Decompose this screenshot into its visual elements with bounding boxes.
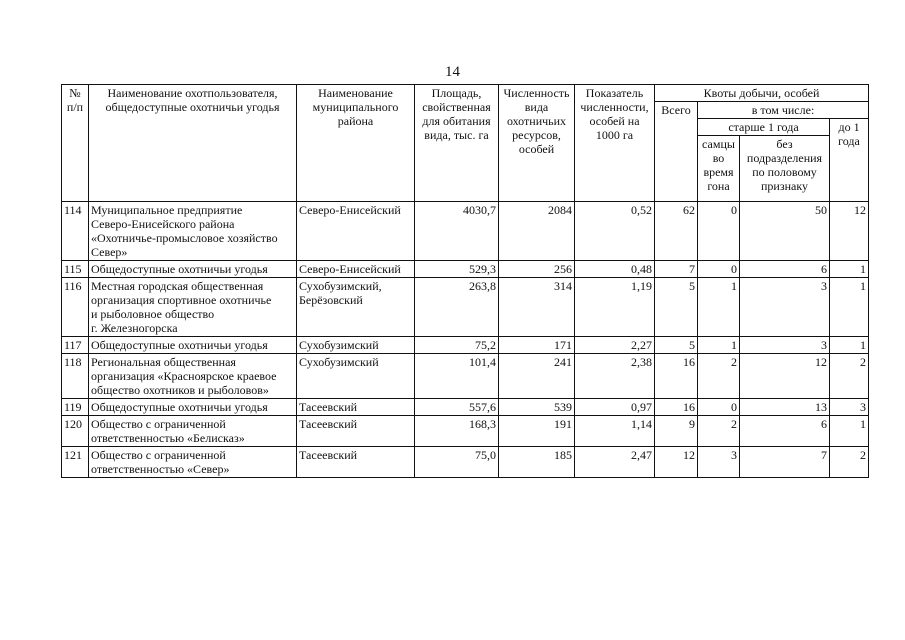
- row-area: 557,6: [415, 399, 499, 416]
- row-nosex: 6: [740, 261, 830, 278]
- row-district: Тасеевский: [297, 416, 415, 447]
- row-area: 75,2: [415, 337, 499, 354]
- row-count: 191: [499, 416, 575, 447]
- row-area: 4030,7: [415, 202, 499, 261]
- row-district: Тасеевский: [297, 447, 415, 478]
- table-row: [62, 399, 869, 416]
- header-under: до 1 года: [830, 119, 869, 202]
- row-under: 2: [830, 447, 869, 478]
- row-area: 168,3: [415, 416, 499, 447]
- row-males: 0: [698, 261, 740, 278]
- row-index: 2,27: [575, 337, 655, 354]
- row-index: 0,48: [575, 261, 655, 278]
- row-number: 115: [62, 261, 89, 278]
- row-males: 0: [698, 399, 740, 416]
- row-under: 2: [830, 354, 869, 399]
- row-count: 539: [499, 399, 575, 416]
- row-count: 241: [499, 354, 575, 399]
- row-count: 185: [499, 447, 575, 478]
- row-nosex: 3: [740, 278, 830, 337]
- row-under: 1: [830, 278, 869, 337]
- row-count: 2084: [499, 202, 575, 261]
- row-name: Общедоступные охотничьи угодья: [89, 399, 297, 416]
- quota-table: [61, 84, 869, 478]
- row-area: 529,3: [415, 261, 499, 278]
- row-name: Общедоступные охотничьи угодья: [89, 337, 297, 354]
- row-total: 12: [655, 447, 698, 478]
- row-number: 116: [62, 278, 89, 337]
- row-nosex: 6: [740, 416, 830, 447]
- row-total: 5: [655, 337, 698, 354]
- header-index: Показатель численности, особей на 1000 га: [575, 85, 655, 202]
- row-nosex: 50: [740, 202, 830, 261]
- table-row: [62, 261, 869, 278]
- row-under: 1: [830, 416, 869, 447]
- row-area: 75,0: [415, 447, 499, 478]
- table-row: [62, 278, 869, 337]
- row-total: 5: [655, 278, 698, 337]
- row-under: 3: [830, 399, 869, 416]
- row-area: 263,8: [415, 278, 499, 337]
- row-name: Региональная общественная организация «Красноярское краевое общество охотников и рыболовов»: [89, 354, 297, 399]
- table-row: [62, 447, 869, 478]
- row-district: Тасеевский: [297, 399, 415, 416]
- row-number: 119: [62, 399, 89, 416]
- row-index: 0,97: [575, 399, 655, 416]
- row-under: 1: [830, 337, 869, 354]
- row-number: 117: [62, 337, 89, 354]
- row-district: Северо-Енисейский: [297, 202, 415, 261]
- row-district: Сухобузимский: [297, 354, 415, 399]
- row-district: Северо-Енисейский: [297, 261, 415, 278]
- header-name: Наименование охотпользователя, общедоступные охотничьи угодья: [89, 85, 297, 202]
- row-district: Сухобузимский: [297, 337, 415, 354]
- header-males: самцы во время гона: [698, 136, 740, 202]
- header-total: Всего: [655, 102, 698, 202]
- row-index: 1,14: [575, 416, 655, 447]
- header-district: Наименование муниципального района: [297, 85, 415, 202]
- row-index: 1,19: [575, 278, 655, 337]
- table-row: [62, 337, 869, 354]
- row-number: 120: [62, 416, 89, 447]
- row-males: 2: [698, 416, 740, 447]
- page-number: 14: [445, 64, 460, 80]
- row-total: 9: [655, 416, 698, 447]
- header-including: в том числе:: [698, 102, 869, 119]
- row-nosex: 12: [740, 354, 830, 399]
- header-count: Численность вида охотничьих ресурсов, особей: [499, 85, 575, 202]
- row-males: 0: [698, 202, 740, 261]
- table-row: [62, 354, 869, 399]
- row-name: Муниципальное предприятие Северо-Енисейского района «Охотничье-промысловое хозяйство Север»: [89, 202, 297, 261]
- row-count: 314: [499, 278, 575, 337]
- header-area: Площадь, свойственная для обитания вида, тыс. га: [415, 85, 499, 202]
- row-name: Местная городская общественная организация спортивное охотничье и рыболовное общество г. Железногорска: [89, 278, 297, 337]
- row-males: 1: [698, 278, 740, 337]
- row-under: 12: [830, 202, 869, 261]
- row-index: 0,52: [575, 202, 655, 261]
- header-nosex: без подразделения по половому признаку: [740, 136, 830, 202]
- row-district: Сухобузимский, Берёзовский: [297, 278, 415, 337]
- row-nosex: 7: [740, 447, 830, 478]
- row-count: 171: [499, 337, 575, 354]
- header-num: № п/п: [62, 85, 89, 202]
- row-total: 16: [655, 354, 698, 399]
- row-area: 101,4: [415, 354, 499, 399]
- row-total: 7: [655, 261, 698, 278]
- row-males: 1: [698, 337, 740, 354]
- row-index: 2,47: [575, 447, 655, 478]
- header-quota: Квоты добычи, особей: [655, 85, 869, 102]
- row-total: 16: [655, 399, 698, 416]
- row-number: 118: [62, 354, 89, 399]
- row-name: Общество с ограниченной ответственностью «Север»: [89, 447, 297, 478]
- row-number: 121: [62, 447, 89, 478]
- row-name: Общедоступные охотничьи угодья: [89, 261, 297, 278]
- header-older: старше 1 года: [698, 119, 830, 136]
- table-row: [62, 416, 869, 447]
- row-count: 256: [499, 261, 575, 278]
- row-total: 62: [655, 202, 698, 261]
- row-number: 114: [62, 202, 89, 261]
- row-under: 1: [830, 261, 869, 278]
- row-nosex: 3: [740, 337, 830, 354]
- row-males: 2: [698, 354, 740, 399]
- row-males: 3: [698, 447, 740, 478]
- row-name: Общество с ограниченной ответственностью «Белисказ»: [89, 416, 297, 447]
- table-row: [62, 202, 869, 261]
- row-index: 2,38: [575, 354, 655, 399]
- row-nosex: 13: [740, 399, 830, 416]
